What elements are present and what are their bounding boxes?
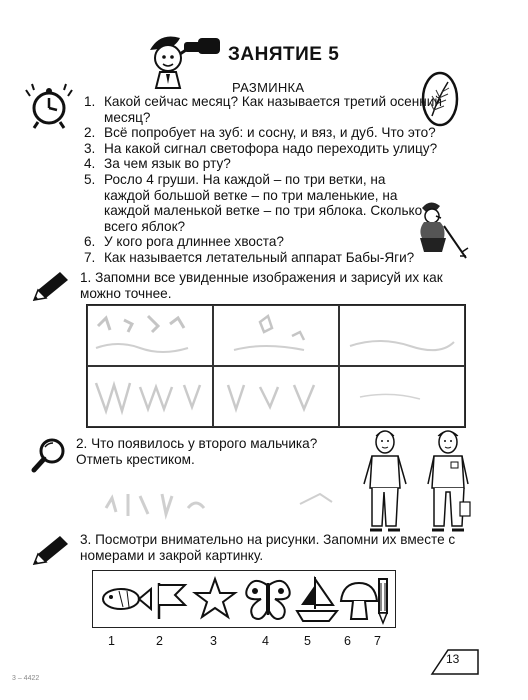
warmup-item-number: 1. bbox=[84, 94, 96, 109]
print-code: 3 – 4422 bbox=[12, 675, 40, 682]
warmup-item-text: Росло 4 груши. На каждой – по три ветки, на каждой большой ветке – по три маленькие, на каждой маленькой ветке – по три яблока. Сколько всего яблок? bbox=[104, 171, 423, 234]
task-2-instruction: 2. Что появилось у второго мальчика? Отметь крестиком. bbox=[76, 436, 318, 467]
picture-number: 4 bbox=[262, 634, 269, 648]
memory-picture-strip bbox=[92, 570, 396, 628]
baba-yaga-icon bbox=[406, 196, 470, 260]
grid-cell[interactable] bbox=[87, 305, 213, 366]
magnifier-icon bbox=[30, 436, 68, 474]
grid-cell[interactable] bbox=[87, 366, 213, 427]
page-title: ЗАНЯТИЕ 5 bbox=[228, 44, 340, 65]
warmup-item-number: 6. bbox=[84, 234, 96, 250]
faded-sketch-icon bbox=[214, 367, 338, 427]
warmup-item bbox=[84, 141, 479, 157]
warmup-item bbox=[84, 156, 479, 172]
alarm-clock-icon bbox=[24, 82, 74, 130]
faded-sketch-icon bbox=[340, 367, 464, 427]
boy-figure-2 bbox=[424, 426, 472, 538]
warmup-item-number: 7. bbox=[84, 249, 96, 265]
faded-sketch-icon bbox=[214, 306, 338, 366]
pencil-icon bbox=[30, 270, 70, 304]
butterfly-icon bbox=[246, 581, 289, 619]
warmup-item bbox=[84, 125, 479, 141]
boy-with-binoculars-icon bbox=[140, 28, 224, 90]
pencil-icon bbox=[379, 579, 387, 623]
sailboat-icon bbox=[297, 577, 337, 621]
warmup-item-number: 2. bbox=[84, 125, 96, 141]
task-1-instruction: 1. Запомни все увиденные изображения и зарисуй их как можно точнее. bbox=[80, 270, 443, 301]
faded-sketch-icon bbox=[88, 306, 212, 366]
flag-icon bbox=[159, 583, 185, 619]
warmup-item-text: На какой сигнал светофора надо переходить улицу? bbox=[104, 140, 438, 156]
mushroom-icon bbox=[341, 583, 377, 619]
picture-number: 7 bbox=[374, 634, 381, 648]
picture-number: 2 bbox=[156, 634, 163, 648]
warmup-item-text: За чем язык во рту? bbox=[104, 156, 231, 172]
picture-number: 5 bbox=[304, 634, 311, 648]
grid-cell[interactable] bbox=[339, 305, 465, 366]
picture-number: 1 bbox=[108, 634, 115, 648]
warmup-item-text: У кого рога длиннее хвоста? bbox=[104, 234, 284, 250]
drawing-grid bbox=[86, 304, 466, 428]
warmup-item bbox=[84, 94, 479, 125]
section-subtitle: РАЗМИНКА bbox=[232, 80, 305, 95]
page-number: 13 bbox=[446, 652, 460, 666]
warmup-item bbox=[84, 172, 424, 234]
fish-icon bbox=[103, 589, 151, 609]
faded-sketch-icon bbox=[340, 306, 464, 366]
task-3-instruction: 3. Посмотри внимательно на рисунки. Запомни их вместе с номерами и закрой картинку. bbox=[80, 532, 456, 563]
warmup-item-text: Как называется летательный аппарат Бабы-Яги? bbox=[104, 249, 415, 265]
picture-number: 3 bbox=[210, 634, 217, 648]
star-icon bbox=[195, 579, 235, 617]
warmup-item-text: Какой сейчас месяц? Как называется третий осенний месяц? bbox=[104, 94, 442, 125]
warmup-item-number: 3. bbox=[84, 140, 96, 156]
grid-cell[interactable] bbox=[213, 366, 339, 427]
grid-cell[interactable] bbox=[339, 366, 465, 427]
warmup-item-number: 4. bbox=[84, 156, 96, 172]
warmup-item-text: Всё попробует на зуб: и сосну, и вяз, и дуб. Что это? bbox=[104, 125, 436, 141]
faded-sketch-icon bbox=[88, 367, 212, 427]
grid-cell[interactable] bbox=[213, 305, 339, 366]
picture-number: 6 bbox=[344, 634, 351, 648]
boy-figure-1 bbox=[362, 426, 408, 538]
warmup-item-number: 5. bbox=[84, 171, 96, 187]
faded-sketch-icon bbox=[100, 484, 350, 524]
pencil-icon bbox=[30, 534, 70, 568]
